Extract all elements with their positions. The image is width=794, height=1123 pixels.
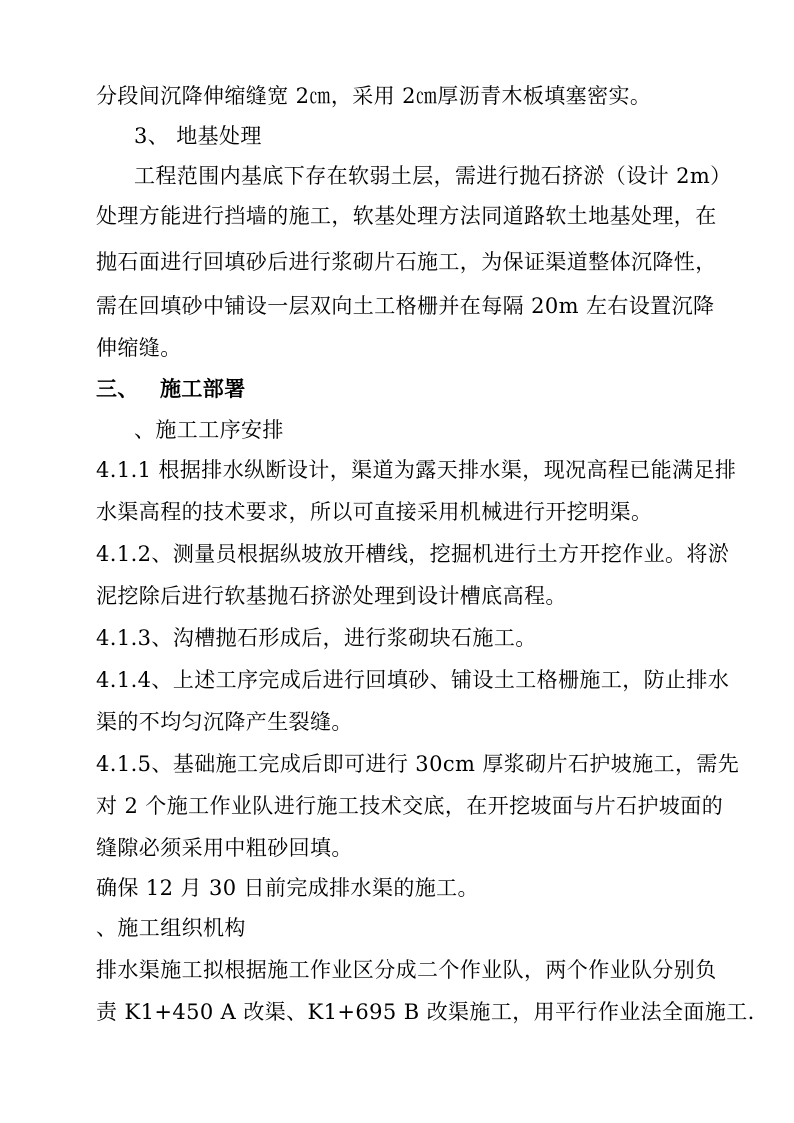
paragraph-line: 对 2 个施工作业队进行施工技术交底，在开挖坡面与片石护坡面的: [96, 794, 724, 818]
subheading-process-arrangement: 、施工工序安排: [134, 418, 284, 442]
subheading-organization: 、施工组织机构: [96, 916, 246, 940]
paragraph-line: 分段间沉降伸缩缝宽 2㎝，采用 2㎝厚沥青木板填塞密实。: [96, 84, 652, 108]
paragraph-line: 伸缩缝。: [96, 336, 182, 360]
paragraph-line: 渠的不均匀沉降产生裂缝。: [96, 710, 353, 734]
section-number: 三、: [96, 376, 139, 401]
subheading-foundation-treatment: 3、 地基处理: [134, 124, 262, 148]
paragraph-line: 4.1.2、测量员根据纵坡放开槽线，挖掘机进行土方开挖作业。将淤: [96, 542, 730, 566]
paragraph-line: 4.1.4、上述工序完成后进行回填砂、铺设土工格栅施工，防止排水: [96, 668, 730, 692]
paragraph-line: 4.1.1 根据排水纵断设计，渠道为露天排水渠，现况高程已能满足排: [96, 458, 737, 482]
paragraph-line: 工程范围内基底下存在软弱土层，需进行抛石挤淤（设计 2m）: [134, 164, 732, 188]
section-heading: [96, 378, 246, 399]
paragraph-line: 排水渠施工拟根据施工作业区分成二个作业队，两个作业队分别负: [96, 958, 717, 982]
paragraph-line: 抛石面进行回填砂后进行浆砌片石施工，为保证渠道整体沉降性，: [96, 250, 717, 274]
paragraph-line: 4.1.3、沟槽抛石形成后，进行浆砌块石施工。: [96, 626, 537, 650]
paragraph-line: 缝隙必须采用中粗砂回填。: [96, 836, 353, 860]
paragraph-line: 责 K1+450 A 改渠、K1+695 B 改渠施工，用平行作业法全面施工.: [96, 1000, 755, 1024]
section-title: 施工部署: [160, 376, 246, 401]
paragraph-line: 确保 12 月 30 日前完成排水渠的施工。: [96, 876, 479, 900]
paragraph-line: 处理方能进行挡墙的施工，软基处理方法同道路软土地基处理，在: [96, 204, 717, 228]
paragraph-line: 泥挖除后进行软基抛石挤淤处理到设计槽底高程。: [96, 584, 567, 608]
paragraph-line: 4.1.5、基础施工完成后即可进行 30cm 厚浆砌片石护坡施工，需先: [96, 752, 740, 776]
paragraph-line: 水渠高程的技术要求，所以可直接采用机械进行开挖明渠。: [96, 500, 653, 524]
paragraph-line: 需在回填砂中铺设一层双向土工格栅并在每隔 20m 左右设置沉降: [96, 294, 715, 318]
